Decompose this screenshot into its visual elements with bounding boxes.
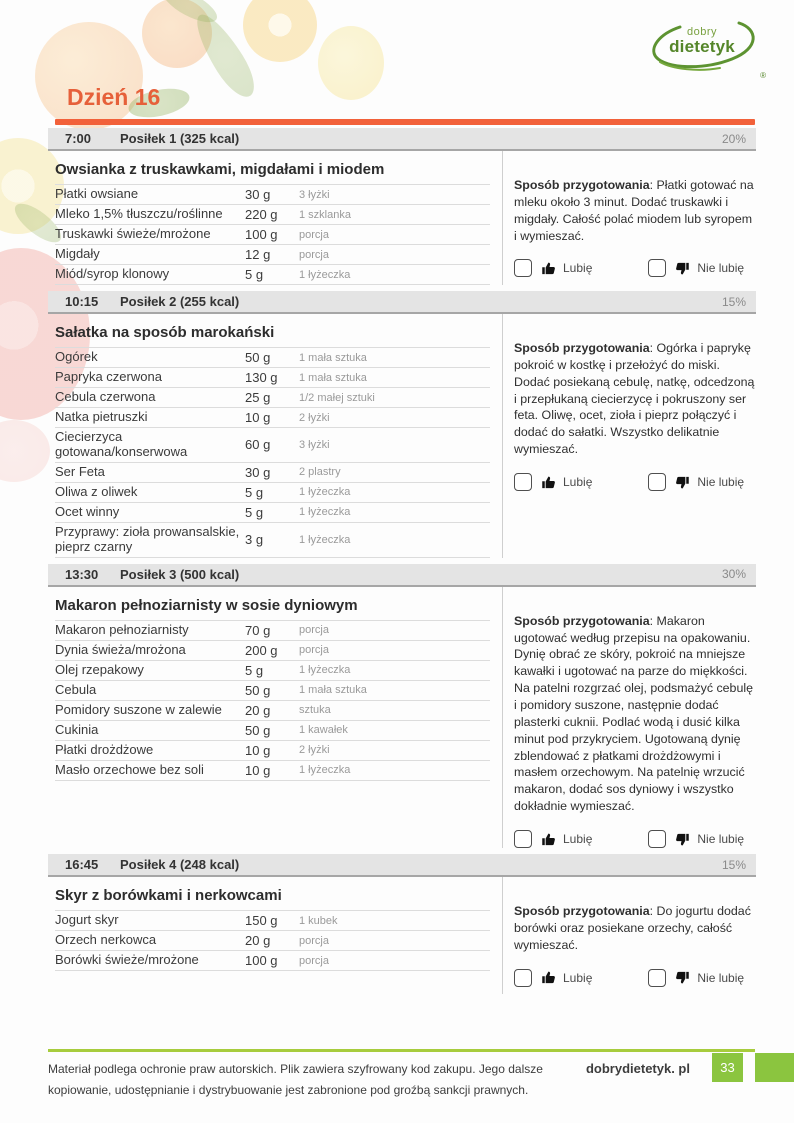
meal-section — [48, 291, 756, 558]
ingredient-measure: 3 łyżki — [299, 438, 330, 451]
ingredient-name: Papryka czerwona — [55, 369, 162, 385]
like-checkbox[interactable] — [514, 969, 532, 987]
preparation-column — [502, 877, 756, 994]
ingredient-row — [55, 523, 490, 558]
thumbs-down-icon — [675, 261, 690, 276]
lemon-fruit-image — [318, 26, 384, 100]
dislike-label: Nie lubię — [697, 475, 745, 490]
preparation-body: Makaron ugotować według przepisu na opakowaniu. Dynię obrać ze skóry, pokroić na mniejsze kawałki i ugotować na parze do miękkości. Na patelni rozgrzać olej, podsmażyć cebulę i pomidory suszone, następnie dodać plasterki cuknii. Podlać wodą i dusić kilka minut pod przykryciem. Ugotowaną dynię zblendować z płatkami drożdżowymi i masłem orzechowym. Na patelnię wrzucić makaron, dodać sos dyniowy i wszystko dokładnie wymieszać. — [514, 613, 753, 814]
ingredient-row — [55, 931, 490, 951]
meal-time: 7:00 — [65, 131, 92, 146]
preparation-separator: : — [649, 178, 657, 192]
ingredient-amount: 130 g — [245, 370, 278, 385]
ingredient-name: Oliwa z oliwek — [55, 483, 138, 499]
preparation-text — [514, 177, 756, 244]
ingredient-name: Cukinia — [55, 721, 99, 737]
ingredient-row — [55, 463, 490, 483]
preparation-separator: : — [649, 904, 657, 919]
footer-divider — [48, 1049, 755, 1052]
ingredient-amount: 5 g — [245, 504, 264, 520]
ingredient-row — [55, 641, 490, 661]
meal-time: 16:45 — [65, 857, 99, 873]
meal-header-bar — [48, 291, 756, 314]
ingredient-amount: 5 g — [245, 484, 264, 500]
preparation-label: Sposób przygotowania — [514, 178, 650, 192]
meal-title-kcal: Posiłek 2 (255 kcal) — [120, 294, 240, 309]
like-group — [514, 473, 592, 491]
ingredient-name: Olej rzepakowy — [55, 661, 144, 677]
meal-header-bar — [48, 564, 756, 587]
page-title: Dzień 16 — [67, 84, 161, 110]
ingredient-measure: 1 kubek — [299, 914, 338, 927]
preparation-label: Sposób przygotowania — [514, 904, 650, 919]
ingredient-row — [55, 503, 490, 523]
ingredient-name: Cebula — [55, 681, 97, 697]
ingredient-name: Przyprawy: zioła prowansalskie, pieprz czarny — [55, 523, 240, 554]
page-number-badge: 33 — [712, 1053, 743, 1082]
ingredient-amount: 10 g — [245, 410, 271, 425]
meal-list — [48, 128, 756, 1000]
ingredient-row — [55, 408, 490, 428]
dislike-label: Nie lubię — [697, 970, 745, 985]
copyright-text: Materiał podlega ochronie praw autorskich. Plik zawiera szyfrowany kod zakupu. Jego dalsze kopiowanie, udostępnianie i dystrybuowanie jest zabronione pod groźbą sankcji prawnych. — [48, 1062, 543, 1097]
dish-name: Makaron pełnoziarnisty w sosie dyniowym — [55, 596, 358, 614]
ingredient-name: Ciecierzyca gotowana/konserwowa — [55, 429, 188, 459]
meal-title-kcal: Posiłek 3 (500 kcal) — [120, 566, 240, 582]
like-group — [514, 259, 592, 277]
ingredient-measure: porcja — [299, 248, 329, 261]
meal-section — [48, 854, 756, 994]
meal-section — [48, 564, 756, 848]
ingredient-name: Makaron pełnoziarnisty — [55, 621, 189, 637]
meal-time: 10:15 — [65, 294, 99, 309]
meal-time: 13:30 — [65, 566, 99, 582]
accent-bar — [55, 119, 755, 125]
logo-text-top: dobry — [686, 26, 718, 38]
ingredient-measure: 1 łyżeczka — [299, 764, 351, 777]
thumbs-up-icon — [541, 261, 556, 276]
preparation-text — [514, 340, 756, 458]
ingredient-amount: 100 g — [245, 227, 278, 242]
ingredient-amount: 100 g — [245, 953, 278, 969]
ingredient-amount: 5 g — [245, 662, 264, 678]
dislike-checkbox[interactable] — [648, 473, 666, 491]
thumbs-up-icon — [541, 475, 556, 490]
ingredient-name: Ocet winny — [55, 503, 120, 519]
ingredient-measure: porcja — [299, 624, 329, 637]
ingredient-row — [55, 225, 490, 245]
dish-name: Sałatka na sposób marokański — [55, 324, 275, 341]
pink-fruit-image — [0, 420, 50, 482]
thumbs-down-icon — [675, 475, 690, 490]
ingredient-name: Ser Feta — [55, 463, 105, 479]
dish-name: Owsianka z truskawkami, migdałami i miodem — [55, 161, 385, 178]
like-label: Lubię — [563, 970, 593, 985]
ingredient-row — [55, 348, 490, 368]
meal-percent: 15% — [721, 294, 746, 309]
ingredient-amount: 12 g — [245, 247, 271, 262]
orange-slice-image — [243, 0, 317, 62]
ingredient-row — [55, 951, 490, 971]
ingredient-measure: 2 plastry — [299, 466, 341, 479]
preparation-body: Ogórka i paprykę pokroić w kostkę i przełożyć do miski. Dodać posiekaną cebulę, natkę, odcedzoną i przepłukaną ciecierzycę i pokruszony ser feta. Oliwę, ocet, zioła i pieprz połączyć i dodać do sałatki. Wszystko delikatnie wymieszać. — [514, 341, 755, 457]
preparation-text — [514, 903, 756, 954]
preparation-separator: : — [649, 613, 657, 628]
ingredient-measure: porcja — [299, 228, 329, 241]
dislike-group — [648, 259, 744, 277]
ingredient-name: Migdały — [55, 246, 100, 262]
logo-text-bottom: dietetyk — [669, 37, 735, 56]
like-label: Lubię — [563, 475, 593, 490]
preparation-body: Do jogurtu dodać borówki oraz posiekane orzechy, całość wymieszać. — [514, 904, 751, 952]
dislike-checkbox[interactable] — [648, 259, 666, 277]
meal-percent: 20% — [721, 131, 746, 146]
dislike-checkbox[interactable] — [648, 969, 666, 987]
preparation-label: Sposób przygotowania — [514, 613, 650, 628]
ingredient-measure: 1 mała sztuka — [299, 351, 367, 364]
ingredient-measure: porcja — [299, 934, 329, 947]
ingredient-name: Borówki świeże/mrożone — [55, 952, 199, 968]
ingredient-row — [55, 681, 490, 701]
orange-fruit-image — [35, 22, 143, 130]
meal-title-kcal: Posiłek 4 (248 kcal) — [120, 857, 240, 873]
like-label: Lubię — [563, 832, 593, 847]
thumbs-down-icon — [675, 832, 690, 847]
ingredient-name: Mleko 1,5% tłuszczu/roślinne — [55, 206, 223, 222]
ingredient-amount: 10 g — [245, 742, 271, 758]
like-label: Lubię — [563, 261, 593, 276]
ingredient-measure: 1/2 małej sztuki — [299, 391, 375, 404]
ingredient-amount: 3 g — [245, 532, 264, 548]
ingredient-amount: 220 g — [245, 207, 278, 222]
ingredient-measure: 1 kawałek — [299, 724, 348, 737]
ingredients-table — [55, 184, 490, 285]
ingredient-name: Płatki drożdżowe — [55, 741, 154, 757]
ingredient-row — [55, 185, 490, 205]
ingredients-table — [55, 347, 490, 558]
ingredient-amount: 150 g — [245, 913, 278, 929]
dislike-checkbox[interactable] — [648, 830, 666, 848]
registered-mark: ® — [760, 71, 766, 80]
thumbs-down-icon — [675, 970, 690, 985]
ingredient-name: Miód/syrop klonowy — [55, 266, 170, 282]
leaf-image — [187, 7, 263, 103]
ingredient-name: Truskawki świeże/mrożone — [55, 226, 211, 242]
ingredient-row — [55, 483, 490, 503]
ingredient-measure: 1 łyżeczka — [299, 664, 351, 677]
ingredient-amount: 70 g — [245, 622, 271, 638]
dislike-group — [648, 830, 744, 848]
ingredient-measure: 2 łyżki — [299, 744, 330, 757]
ingredient-name: Płatki owsiane — [55, 186, 139, 202]
ingredient-row — [55, 621, 490, 641]
ingredient-amount: 10 g — [245, 762, 271, 778]
ingredient-measure: 2 łyżki — [299, 411, 330, 424]
ingredient-row — [55, 701, 490, 721]
preparation-column — [502, 587, 756, 848]
ingredient-name: Jogurt skyr — [55, 912, 119, 928]
ingredient-name: Natka pietruszki — [55, 409, 148, 425]
ingredient-amount: 60 g — [245, 437, 271, 453]
leaf-image — [158, 0, 221, 29]
ingredient-row — [55, 205, 490, 225]
meal-percent: 15% — [721, 857, 746, 872]
ingredient-row — [55, 911, 490, 931]
ingredient-measure: 1 łyżeczka — [299, 486, 351, 499]
thumbs-up-icon — [541, 832, 556, 847]
ingredient-row — [55, 368, 490, 388]
like-checkbox[interactable] — [514, 473, 532, 491]
ingredient-amount: 50 g — [245, 682, 271, 698]
ingredient-row — [55, 265, 490, 285]
like-group — [514, 969, 592, 987]
meal-header-bar — [48, 854, 756, 877]
dislike-label: Nie lubię — [697, 832, 745, 847]
dislike-label: Nie lubię — [697, 261, 745, 276]
like-checkbox[interactable] — [514, 259, 532, 277]
ingredient-measure: 1 łyżeczka — [299, 533, 351, 546]
footer-edge-block — [755, 1053, 794, 1082]
preparation-body: Płatki gotować na mleku około 3 minut. Dodać truskawki i migdały. Całość polać miodem lub syropem i wymieszać. — [514, 178, 754, 243]
ingredient-name: Orzech nerkowca — [55, 932, 157, 948]
ingredients-table — [55, 910, 490, 971]
ingredient-amount: 50 g — [245, 350, 271, 365]
tangerine-fruit-image — [142, 0, 212, 68]
thumbs-up-icon — [541, 970, 556, 985]
ingredient-measure: 1 mała sztuka — [299, 684, 367, 697]
preparation-text — [514, 613, 756, 815]
ingredient-name: Ogórek — [55, 349, 98, 365]
ingredient-row — [55, 721, 490, 741]
ingredient-measure: 1 szklanka — [299, 208, 351, 221]
ingredient-row — [55, 741, 490, 761]
preparation-column — [502, 314, 756, 558]
ingredient-measure: porcja — [299, 644, 329, 657]
preparation-separator: : — [649, 341, 657, 355]
meal-header-bar — [48, 128, 756, 151]
meal-percent: 30% — [721, 567, 746, 582]
meal-section — [48, 128, 756, 285]
ingredient-measure: 3 łyżki — [299, 188, 330, 201]
like-checkbox[interactable] — [514, 830, 532, 848]
ingredient-amount: 30 g — [245, 464, 271, 480]
ingredient-measure: 1 mała sztuka — [299, 371, 367, 384]
dislike-group — [648, 473, 744, 491]
meal-title-kcal: Posiłek 1 (325 kcal) — [120, 131, 240, 146]
ingredients-table — [55, 620, 490, 781]
ingredient-amount: 20 g — [245, 702, 271, 718]
ingredient-row — [55, 245, 490, 265]
ingredient-measure: 1 łyżeczka — [299, 506, 351, 519]
ingredient-row — [55, 661, 490, 681]
ingredient-measure: sztuka — [299, 704, 331, 717]
ingredient-amount: 30 g — [245, 187, 271, 202]
ingredient-name: Masło orzechowe bez soli — [55, 761, 204, 777]
ingredient-amount: 50 g — [245, 722, 271, 738]
ingredient-row — [55, 428, 490, 463]
ingredient-name: Pomidory suszone w zalewie — [55, 701, 222, 717]
ingredient-row — [55, 388, 490, 408]
dish-name: Skyr z borówkami i nerkowcami — [55, 887, 282, 905]
ingredient-row — [55, 761, 490, 781]
preparation-column — [502, 151, 756, 285]
ingredient-name: Dynia świeża/mrożona — [55, 641, 186, 657]
dislike-group — [648, 969, 744, 987]
like-group — [514, 830, 592, 848]
preparation-label: Sposób przygotowania — [514, 341, 650, 355]
website-link[interactable]: dobrydietetyk. pl — [585, 1061, 690, 1076]
ingredient-amount: 200 g — [245, 642, 278, 658]
ingredient-amount: 5 g — [245, 267, 264, 282]
ingredient-measure: porcja — [299, 954, 329, 967]
ingredient-amount: 25 g — [245, 390, 271, 405]
ingredient-amount: 20 g — [245, 933, 271, 949]
ingredient-measure: 1 łyżeczka — [299, 268, 351, 281]
ingredient-name: Cebula czerwona — [55, 389, 156, 405]
brand-logo — [646, 16, 764, 82]
